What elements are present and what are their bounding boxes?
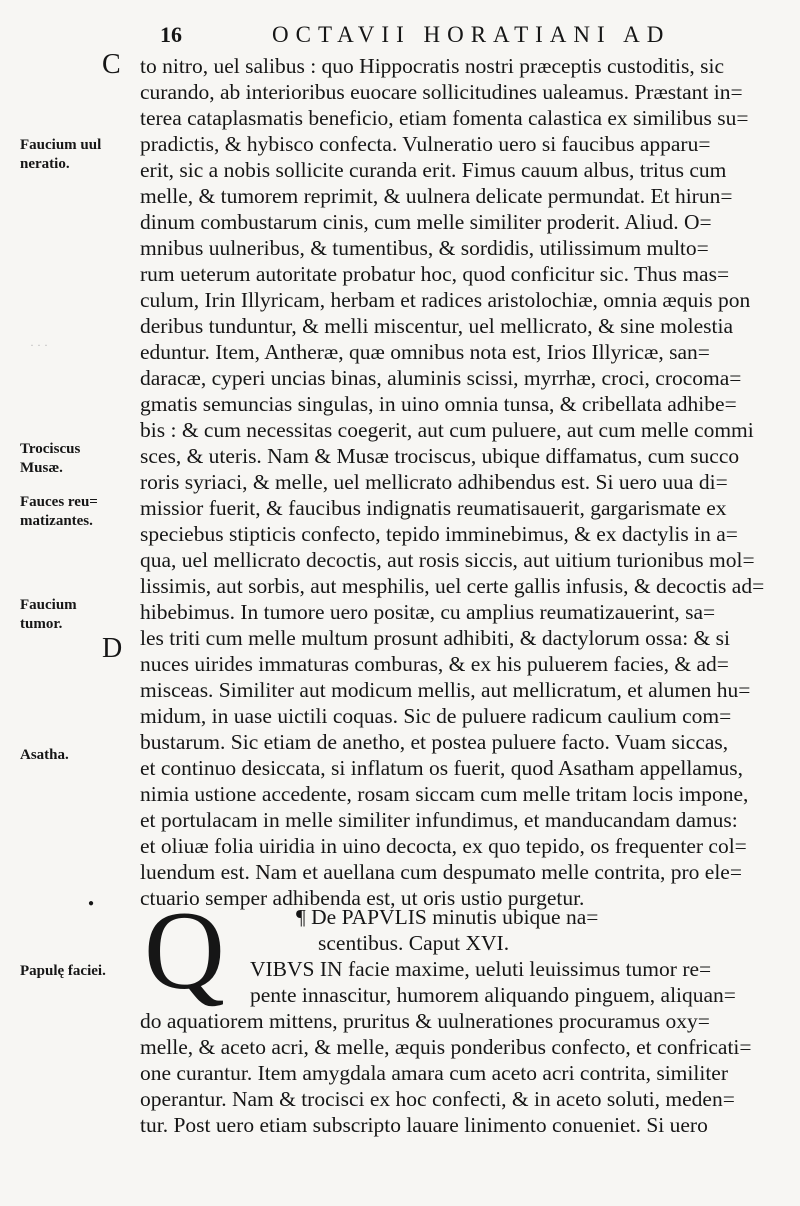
body-line: les triti cum melle multum prosunt adhibiti, & dactylorum ossa: & si bbox=[140, 626, 730, 650]
body-line: midum, in uase uictili coquas. Sic de puluere radicum caulium com= bbox=[140, 704, 732, 728]
section-marker-d: D bbox=[102, 633, 123, 664]
body-line: mnibus uulneribus, & tumentibus, & sordidis, utilissimum multo= bbox=[140, 236, 709, 260]
drop-cap: Q bbox=[144, 889, 225, 1013]
chapter-line: do aquatiorem mittens, pruritus & uulnerationes procuramus oxy= bbox=[140, 1009, 710, 1033]
body-line: luendum est. Nam et auellana cum despumato melle contrita, pro ele= bbox=[140, 860, 742, 884]
body-line: rum ueterum autoritate probatur hoc, quod conficitur sic. Thus mas= bbox=[140, 262, 730, 286]
margin-note: Faucium uul bbox=[20, 137, 102, 153]
body-line: bis : & cum necessitas coegerit, aut cum puluere, aut cum melle commi bbox=[140, 418, 754, 442]
running-title: OCTAVII HORATIANI AD bbox=[272, 22, 671, 47]
body-line: missior fuerit, & faucibus indignatis reumatisauerit, gargarismate ex bbox=[140, 496, 727, 520]
margin-note: tumor. bbox=[20, 616, 63, 632]
body-line: eduntur. Item, Antheræ, quæ omnibus nota est, Irios Illyricæ, san= bbox=[140, 340, 710, 364]
chapter-line: tur. Post uero etiam subscripto lauare linimento conueniet. Si uero bbox=[140, 1113, 708, 1137]
margin-note: Fauces reu= bbox=[20, 494, 98, 510]
body-line: nuces uirides immaturas comburas, & ex his puluerem facies, & ad= bbox=[140, 652, 729, 676]
margin-note: Asatha. bbox=[20, 747, 69, 763]
chapter-line: VIBVS IN facie maxime, ueluti leuissimus tumor re= bbox=[250, 957, 712, 981]
body-line: et continuo desiccata, si inflatum os fuerit, quod Asatham appellamus, bbox=[140, 756, 744, 780]
body-line: et oliuæ folia uiridia in uino decocta, ex quo tepido, os frequenter col= bbox=[140, 834, 747, 858]
chapter-heading-line: De PAPVLIS minutis ubique na= bbox=[311, 905, 599, 929]
body-line: bustarum. Sic etiam de anetho, et postea puluere facto. Vuam siccas, bbox=[140, 730, 729, 754]
pilcrow-icon: ¶ bbox=[296, 905, 306, 929]
body-line: to nitro, uel salibus : quo Hippocratis nostri præceptis custoditis, sic bbox=[140, 54, 725, 78]
body-line: misceas. Similiter aut modicum mellis, aut mellicratum, et alumen hu= bbox=[140, 678, 751, 702]
body-line: lissimis, aut sorbis, aut mesphilis, uel certe gallis infusis, & decoctis ad= bbox=[140, 574, 765, 598]
body-line: sces, & uteris. Nam & Musæ trociscus, ubique diffamatus, cum succo bbox=[140, 444, 740, 468]
body-line: qua, uel mellicrato decoctis, aut rosis siccis, aut uitium turionibus mol= bbox=[140, 548, 755, 572]
body-line: curando, ab interioribus euocare sollicitudines ualeamus. Præstant in= bbox=[140, 80, 743, 104]
body-line: nimia ustione accedente, rosam siccam cum melle tritam locis impone, bbox=[140, 782, 749, 806]
body-line: gmatis semuncias singulas, in uino omnia tunsa, & cribellata adhibe= bbox=[140, 392, 737, 416]
fleuron-dot: ● bbox=[88, 898, 95, 909]
body-line: daracæ, cyperi uncias binas, aluminis scissi, myrrhæ, croci, crocoma= bbox=[140, 366, 742, 390]
chapter-heading bbox=[296, 904, 598, 930]
margin-note: Faucium bbox=[20, 597, 77, 613]
chapter-line: one curantur. Item amygdala amara cum aceto acri contrita, similiter bbox=[140, 1061, 729, 1085]
body-line: melle, & tumorem reprimit, & uulnera delicate permundat. Et hirun= bbox=[140, 184, 733, 208]
running-header bbox=[160, 22, 700, 52]
body-line: pradictis, & hybisco confecta. Vulneratio uero si faucibus apparu= bbox=[140, 132, 711, 156]
chapter-line: pente innascitur, humorem aliquando pinguem, aliquan= bbox=[250, 983, 736, 1007]
body-line: roris syriaci, & melle, uel mellicrato adhibendus est. Si uero uua di= bbox=[140, 470, 728, 494]
body-line: deribus tunduntur, & melli miscentur, uel mellicrato, & sine molestia bbox=[140, 314, 733, 338]
margin-note: matizantes. bbox=[20, 513, 93, 529]
body-line: culum, Irin Illyricam, herbam et radices aristolochiæ, omnia æquis pon bbox=[140, 288, 751, 312]
body-line: terea cataplasmatis beneficio, etiam fomenta calastica ex similibus su= bbox=[140, 106, 749, 130]
body-line: erit, sic a nobis sollicite curanda erit. Fimus cauum albus, tritus cum bbox=[140, 158, 727, 182]
body-line: et portulacam in melle similiter infundimus, et manducandam damus: bbox=[140, 808, 738, 832]
chapter-line: operantur. Nam & trocisci ex hoc confecti, & in aceto soluti, meden= bbox=[140, 1087, 735, 1111]
margin-note: Trociscus bbox=[20, 441, 81, 457]
body-line: speciebus stipticis confecto, tepido imminebimus, & ex dactylis in a= bbox=[140, 522, 738, 546]
margin-note: neratio. bbox=[20, 156, 70, 172]
page-number: 16 bbox=[160, 22, 182, 47]
margin-note: Musæ. bbox=[20, 460, 63, 476]
body-line: dinum combustarum cinis, cum melle similiter proderit. Aliud. O= bbox=[140, 210, 712, 234]
bleed-through-mark: · · · bbox=[30, 338, 48, 352]
margin-note: Papulę faciei. bbox=[20, 963, 106, 979]
chapter-heading-line: scentibus. Caput XVI. bbox=[318, 931, 510, 955]
section-marker-c: C bbox=[102, 49, 121, 80]
body-line: hibebimus. In tumore uero positæ, cu amplius reumatizauerint, sa= bbox=[140, 600, 716, 624]
chapter-line: melle, & aceto acri, & melle, æquis ponderibus confecto, et confricati= bbox=[140, 1035, 752, 1059]
body-line: ctuario semper adhibenda est, ut oris ustio purgetur. bbox=[140, 886, 585, 910]
